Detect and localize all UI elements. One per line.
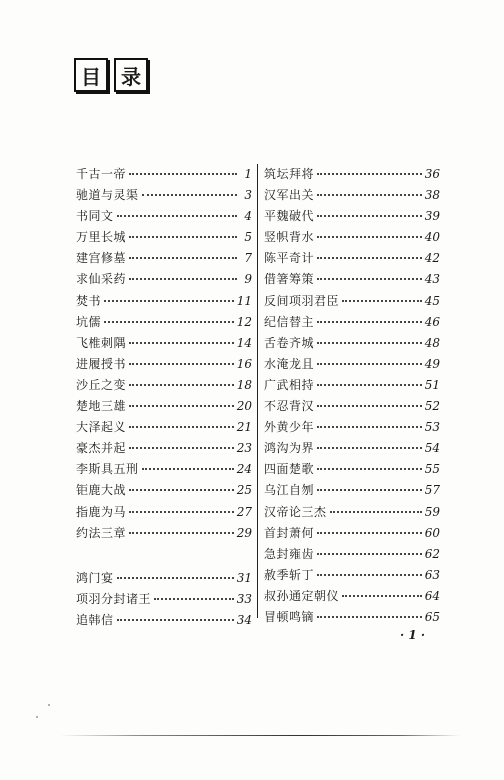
toc-entry[interactable]: 驰道与灵渠 3 xyxy=(76,188,252,203)
toc-entry[interactable]: 汉帝论三杰 59 xyxy=(264,504,440,519)
toc-right-column xyxy=(264,164,440,628)
column-divider xyxy=(257,164,258,618)
page-number: · 1 · xyxy=(400,628,426,642)
toc-entry[interactable]: 借箸筹策 43 xyxy=(264,272,440,287)
toc-entry[interactable]: 坑儒 12 xyxy=(76,314,252,329)
toc-entry[interactable]: 外黄少年 53 xyxy=(264,420,440,435)
toc-left-column xyxy=(76,164,252,631)
heading-char-mu: 目 xyxy=(74,58,108,92)
toc-entry[interactable]: 飞椎刺隅 14 xyxy=(76,335,252,350)
toc-entry[interactable]: 广武相持 51 xyxy=(264,377,440,392)
toc-entry[interactable]: 陈平奇计 42 xyxy=(264,251,440,266)
toc-entry[interactable]: 平魏破代 39 xyxy=(264,209,440,224)
heading-char-lu: 录 xyxy=(114,58,148,92)
toc-entry[interactable]: 千古一帝 1 xyxy=(76,167,252,181)
scan-speck xyxy=(48,704,50,706)
toc-entry[interactable]: 鸿沟为界 54 xyxy=(264,441,440,456)
toc-entry[interactable]: 楚地三雄 20 xyxy=(76,399,252,414)
toc-entry[interactable]: 舌卷齐城 48 xyxy=(264,335,440,350)
toc-entry[interactable]: 水淹龙且 49 xyxy=(264,356,440,371)
toc-entry[interactable]: 竖帜背水 40 xyxy=(264,230,440,245)
toc-entry[interactable]: 项羽分封诸王 33 xyxy=(76,591,252,606)
toc-entry[interactable]: 汉军出关 38 xyxy=(264,188,440,203)
toc-entry[interactable]: 冒顿鸣镝 65 xyxy=(264,609,440,624)
scan-speck xyxy=(36,716,38,718)
toc-entry[interactable]: 指鹿为马 27 xyxy=(76,504,252,519)
toc-entry[interactable]: 钜鹿大战 25 xyxy=(76,483,252,498)
toc-entry[interactable]: 反间项羽君臣 45 xyxy=(264,293,440,308)
toc-entry[interactable]: 鸿门宴 31 xyxy=(76,570,252,585)
toc-entry[interactable]: 李斯具五刑 24 xyxy=(76,462,252,477)
toc-entry[interactable]: 豪杰并起 23 xyxy=(76,441,252,456)
toc-entry[interactable]: 万里长城 5 xyxy=(76,230,252,245)
toc-entry[interactable]: 急封雍齿 62 xyxy=(264,546,440,561)
toc-entry[interactable]: 乌江自刎 57 xyxy=(264,483,440,498)
toc-heading xyxy=(74,58,148,92)
toc-entry[interactable]: 沙丘之变 18 xyxy=(76,377,252,392)
toc-entry[interactable]: 赦季斩丁 63 xyxy=(264,567,440,582)
toc-entry[interactable]: 大泽起义 21 xyxy=(76,420,252,435)
toc-entry[interactable]: 求仙采药 9 xyxy=(76,272,252,287)
toc-entry[interactable]: 约法三章 29 xyxy=(76,525,252,540)
scan-artifact-line xyxy=(60,735,460,736)
toc-entry[interactable]: 首封萧何 60 xyxy=(264,525,440,540)
toc-entry[interactable]: 焚书 11 xyxy=(76,293,252,308)
toc-entry[interactable]: 四面楚歌 55 xyxy=(264,462,440,477)
toc-entry[interactable]: 追韩信 34 xyxy=(76,612,252,627)
toc-entry[interactable]: 纪信替主 46 xyxy=(264,314,440,329)
toc-entry[interactable]: 筑坛拜将 36 xyxy=(264,167,440,181)
toc-entry[interactable]: 进履授书 16 xyxy=(76,356,252,371)
toc-entry[interactable]: 建宫修墓 7 xyxy=(76,251,252,266)
toc-entry[interactable]: 叔孙通定朝仪 64 xyxy=(264,588,440,603)
toc-entry[interactable]: 不忍背汉 52 xyxy=(264,399,440,414)
toc-entry[interactable]: 书同文 4 xyxy=(76,209,252,224)
